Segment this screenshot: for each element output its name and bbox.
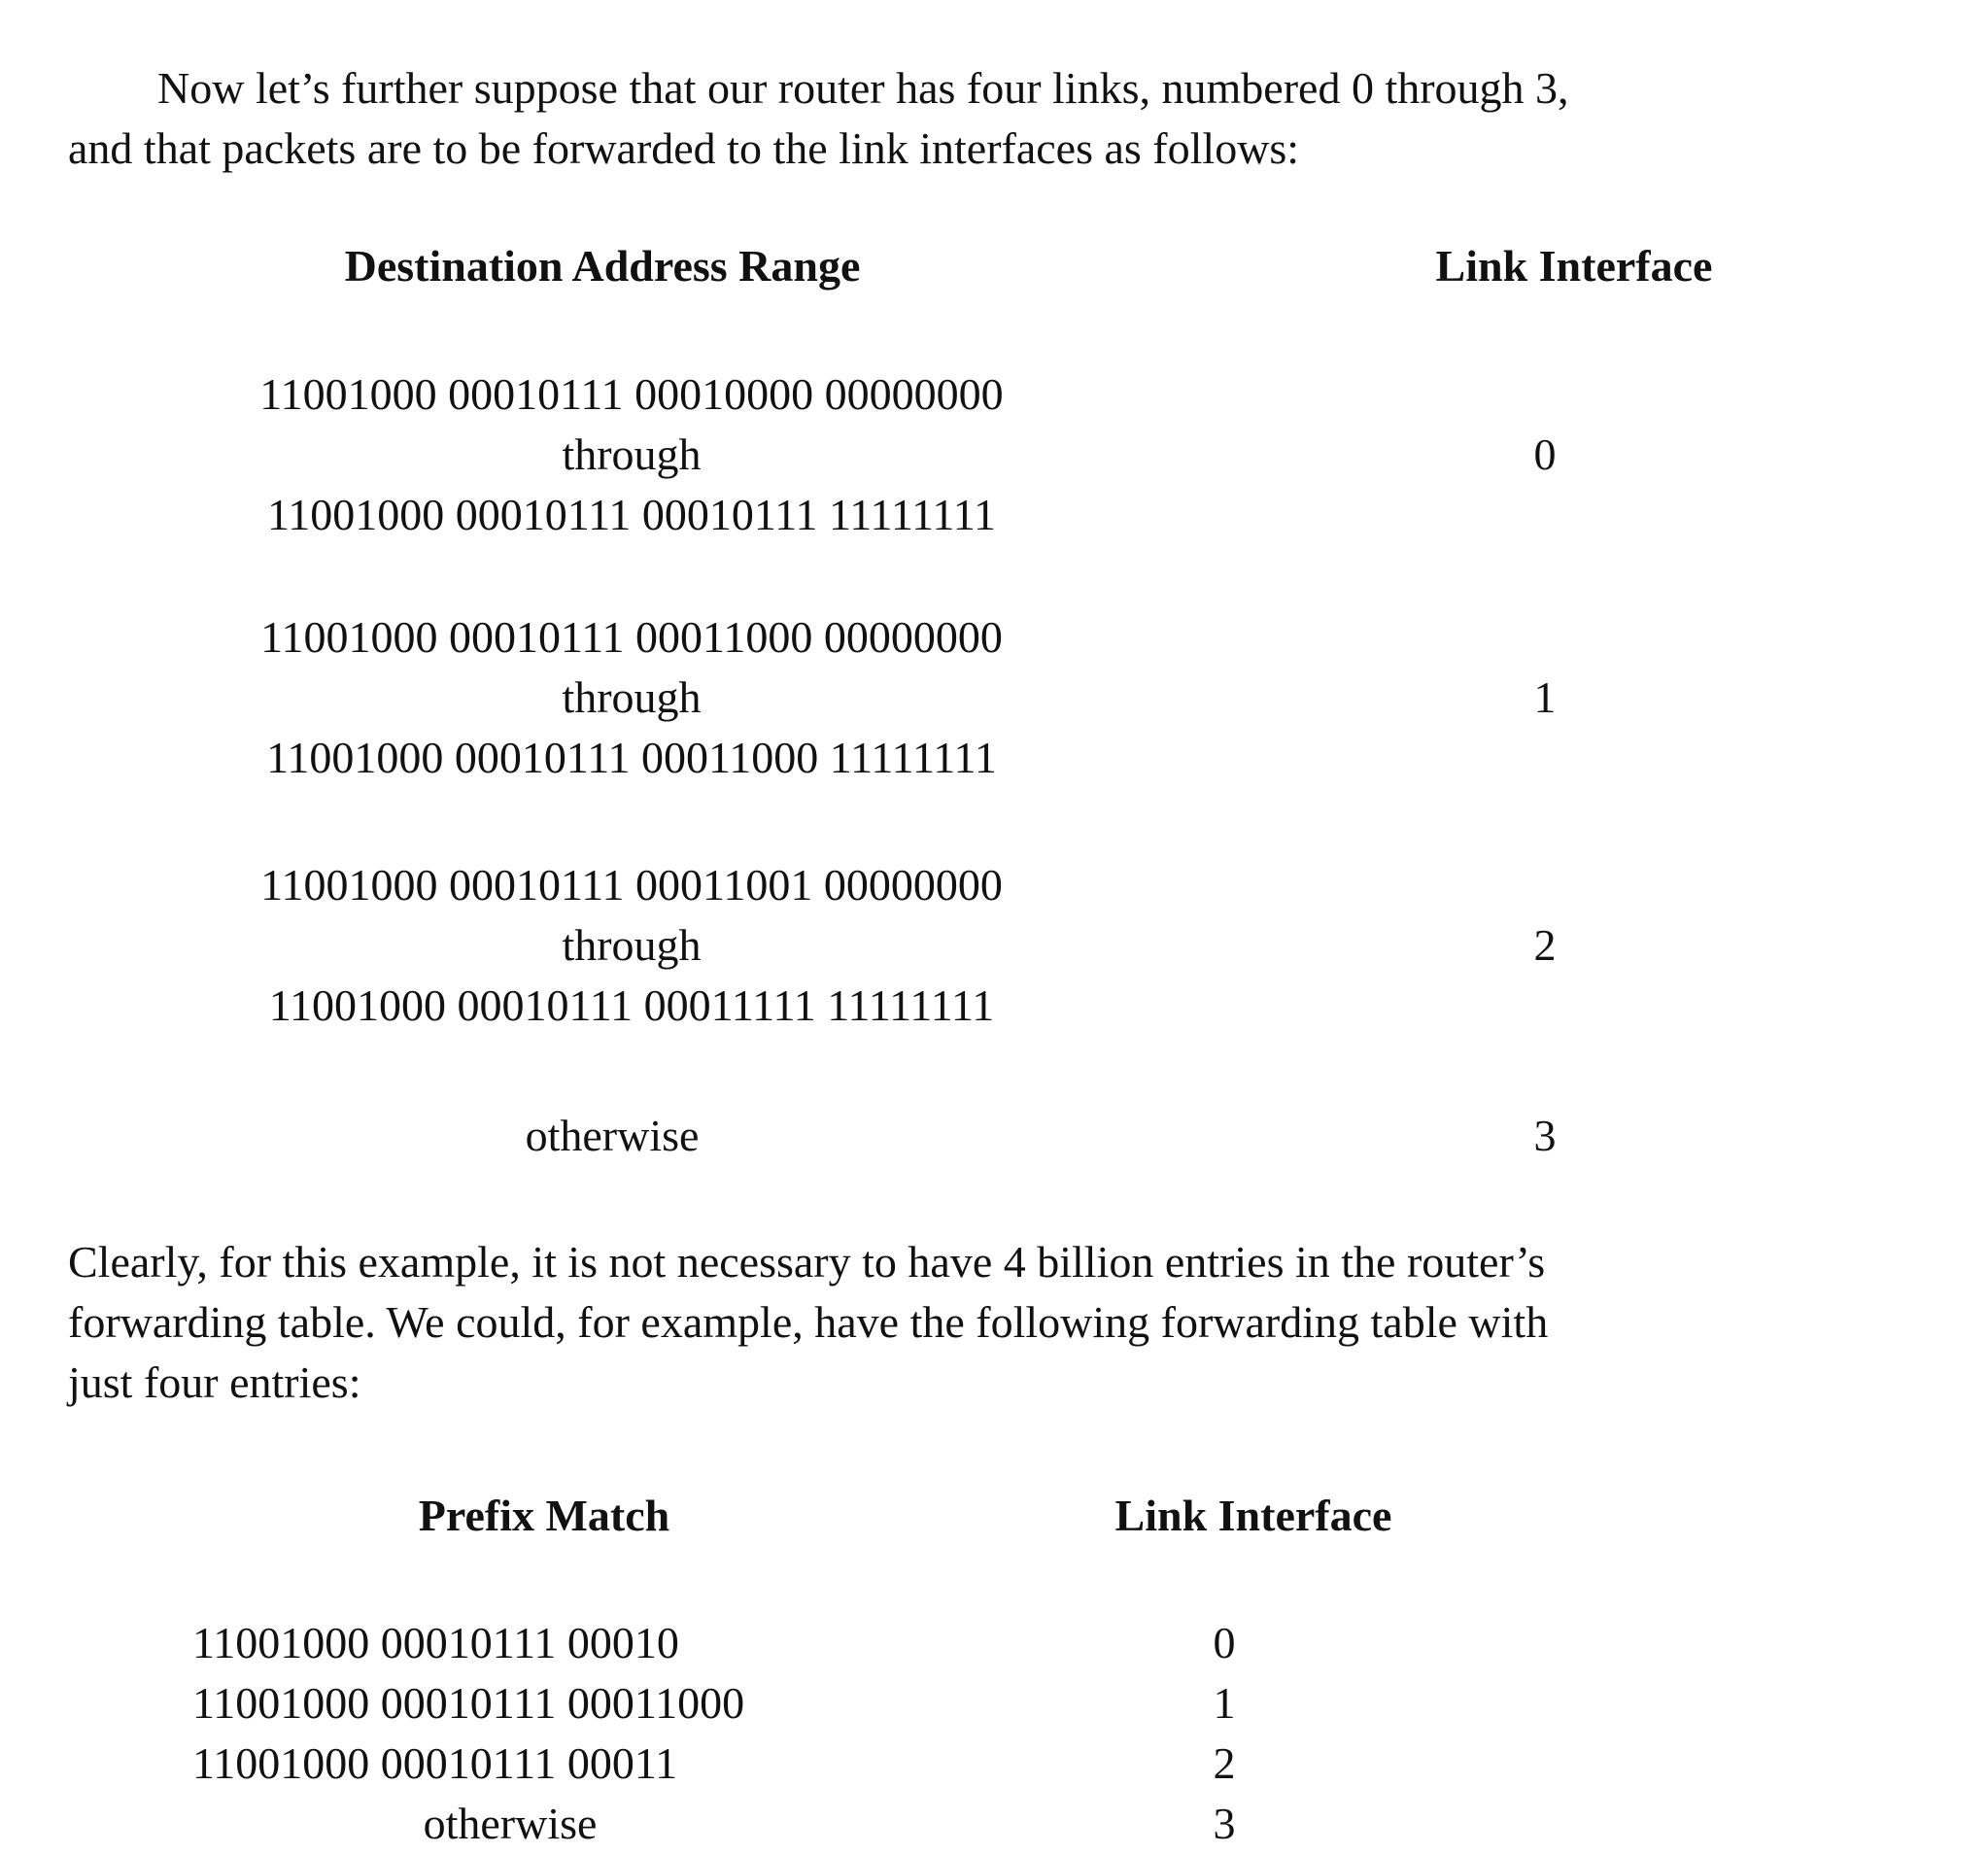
prefix-value: 11001000 00010111 00010: [192, 1618, 679, 1667]
prefix-interface: 2: [1213, 1738, 1236, 1788]
range-start: 11001000 00010111 00011000 00000000: [260, 612, 1003, 662]
middle-line-3: just four entries:: [68, 1357, 361, 1407]
intro-line-2: and that packets are to be forwarded to the link interfaces as follows:: [68, 123, 1300, 173]
range-otherwise-label: otherwise: [525, 1111, 700, 1160]
range-end: 11001000 00010111 00010111 11111111: [266, 490, 996, 539]
prefix-interface: 1: [1213, 1678, 1236, 1728]
middle-line-2: forwarding table. We could, for example, have the following forwarding table with: [68, 1297, 1549, 1347]
intro-line-1: Now let’s further suppose that our router has four links, numbered 0 through 3,: [157, 63, 1569, 113]
range-start: 11001000 00010111 00011001 00000000: [260, 860, 1003, 910]
range-end: 11001000 00010111 00011111 11111111: [268, 980, 995, 1030]
range-otherwise-interface: 3: [1533, 1111, 1557, 1160]
range-interface: 1: [1533, 672, 1557, 722]
prefix-interface: 0: [1213, 1618, 1236, 1667]
range-row: [136, 855, 1127, 1036]
middle-line-1: Clearly, for this example, it is not necessary to have 4 billion entries in the router’s: [68, 1237, 1546, 1287]
range-header: Destination Address Range: [344, 241, 861, 291]
prefix-value: 11001000 00010111 00011000: [192, 1678, 745, 1728]
middle-paragraph: [68, 1232, 1749, 1413]
prefix-header: Prefix Match: [418, 1491, 670, 1540]
range-through: through: [562, 920, 702, 970]
range-start: 11001000 00010111 00010000 00000000: [259, 369, 1004, 419]
range-through: through: [562, 429, 702, 479]
prefix-interface: 3: [1213, 1799, 1236, 1848]
range-interface: 2: [1533, 920, 1557, 970]
prefix-value: 11001000 00010111 00011: [192, 1738, 678, 1788]
range-row: [136, 364, 1127, 545]
range-interface: 0: [1533, 429, 1557, 479]
range-row: [136, 607, 1127, 788]
range-through: through: [562, 672, 702, 722]
range-end: 11001000 00010111 00011000 11111111: [266, 733, 997, 782]
range-interface-header: Link Interface: [1435, 241, 1713, 291]
prefix-interface-header: Link Interface: [1114, 1491, 1392, 1540]
prefix-otherwise: otherwise: [423, 1799, 598, 1848]
intro-paragraph: [68, 58, 1749, 179]
